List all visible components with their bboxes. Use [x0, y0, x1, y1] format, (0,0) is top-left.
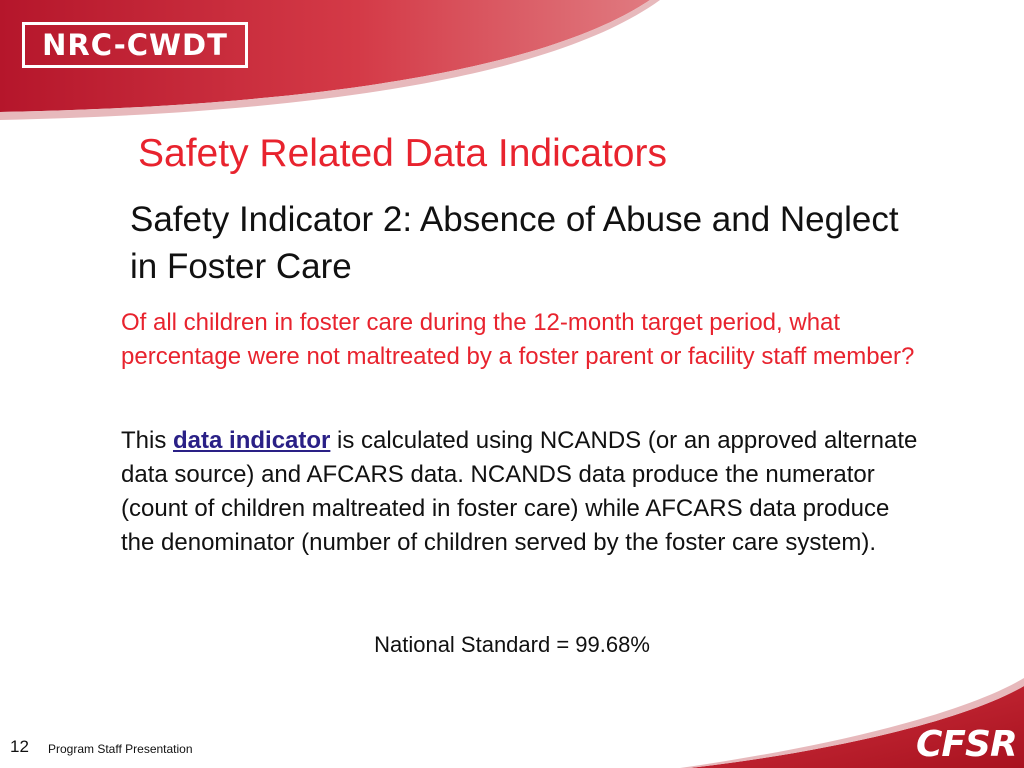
footer-label: Program Staff Presentation	[48, 742, 193, 756]
indicator-question: Of all children in foster care during the 12-month target period, what percentage were not maltreated by a foster parent or facility staff member?	[121, 309, 915, 370]
description-prefix: This	[121, 427, 174, 454]
logo-text: NRC-CWDT	[42, 28, 228, 62]
cfsr-logo: CFSR	[916, 724, 1017, 765]
national-standard: National Standard = 99.68%	[374, 632, 650, 657]
page-number: 12	[10, 737, 29, 756]
nrc-cwdt-logo	[22, 22, 248, 68]
slide-subtitle: Safety Indicator 2: Absence of Abuse and Neglect in Foster Care	[130, 200, 899, 286]
indicator-description	[121, 424, 921, 560]
slide-title: Safety Related Data Indicators	[138, 132, 667, 175]
data-indicator-link[interactable]: data indicator	[173, 427, 331, 454]
description-suffix: is calculated using NCANDS (or an approved alternate data source) and AFCARS data. NCANDS data produce the numerator (count of children maltreated in foster care) while AFCARS data produce the denominator (number of children served by the foster care system).	[121, 427, 918, 556]
